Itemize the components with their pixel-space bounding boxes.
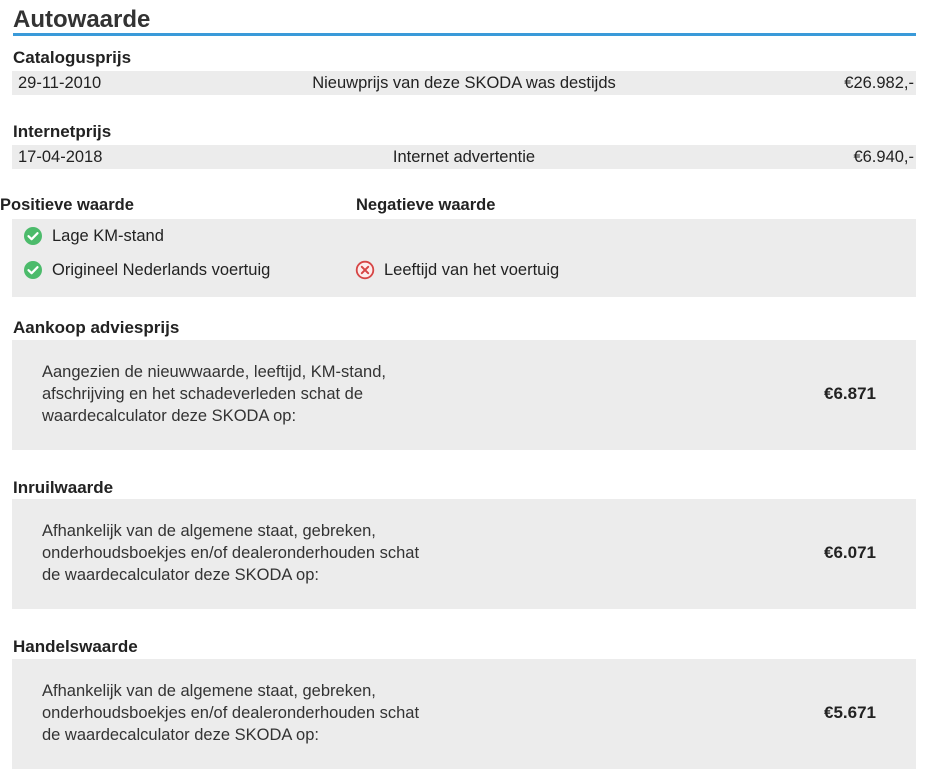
handel-heading: Handelswaarde xyxy=(13,637,138,656)
positief-item: Lage KM-stand xyxy=(23,226,164,246)
negatief-heading: Negatieve waarde xyxy=(356,196,496,214)
internet-row xyxy=(12,145,916,169)
page-title: Autowaarde xyxy=(13,6,151,33)
aankoop-panel xyxy=(12,340,916,450)
aankoop-heading: Aankoop adviesprijs xyxy=(13,318,180,337)
check-circle-icon xyxy=(23,260,43,280)
internet-date: 17-04-2018 xyxy=(18,148,103,166)
inruil-value: €6.071 xyxy=(824,543,876,562)
positief-heading: Positieve waarde xyxy=(0,196,134,214)
check-circle-icon xyxy=(23,226,43,246)
catalogus-price: €26.982,- xyxy=(844,74,914,92)
x-circle-icon xyxy=(355,260,375,280)
positief-item: Origineel Nederlands voertuig xyxy=(23,260,270,280)
inruil-heading: Inruilwaarde xyxy=(13,478,114,497)
handel-panel xyxy=(12,659,916,769)
catalogus-date: 29-11-2010 xyxy=(18,74,102,92)
handel-text: Afhankelijk van de algemene staat, gebreken, onderhoudsboekjes en/of dealeronderhouden schat de waardecalculator deze SKODA op: xyxy=(42,682,420,744)
internet-price: €6.940,- xyxy=(853,148,914,166)
inruil-panel xyxy=(12,499,916,609)
negatief-item: Leeftijd van het voertuig xyxy=(355,260,559,280)
aankoop-value: €6.871 xyxy=(824,384,876,403)
catalogus-description: Nieuwprijs van deze SKODA was destijds xyxy=(312,74,616,92)
aankoop-text: Aangezien de nieuwwaarde, leeftijd, KM-stand, afschrijving en het schadeverleden schat de waardecalculator deze SKODA op: xyxy=(42,363,386,425)
inruil-text: Afhankelijk van de algemene staat, gebreken, onderhoudsboekjes en/of dealeronderhouden schat de waardecalculator deze SKODA op: xyxy=(42,522,420,584)
internet-description: Internet advertentie xyxy=(392,148,536,166)
internet-heading: Internetprijs xyxy=(13,122,112,141)
handel-value: €5.671 xyxy=(824,703,876,722)
catalogus-row xyxy=(12,71,916,95)
title-divider xyxy=(13,33,916,36)
catalogus-heading: Catalogusprijs xyxy=(13,48,132,67)
